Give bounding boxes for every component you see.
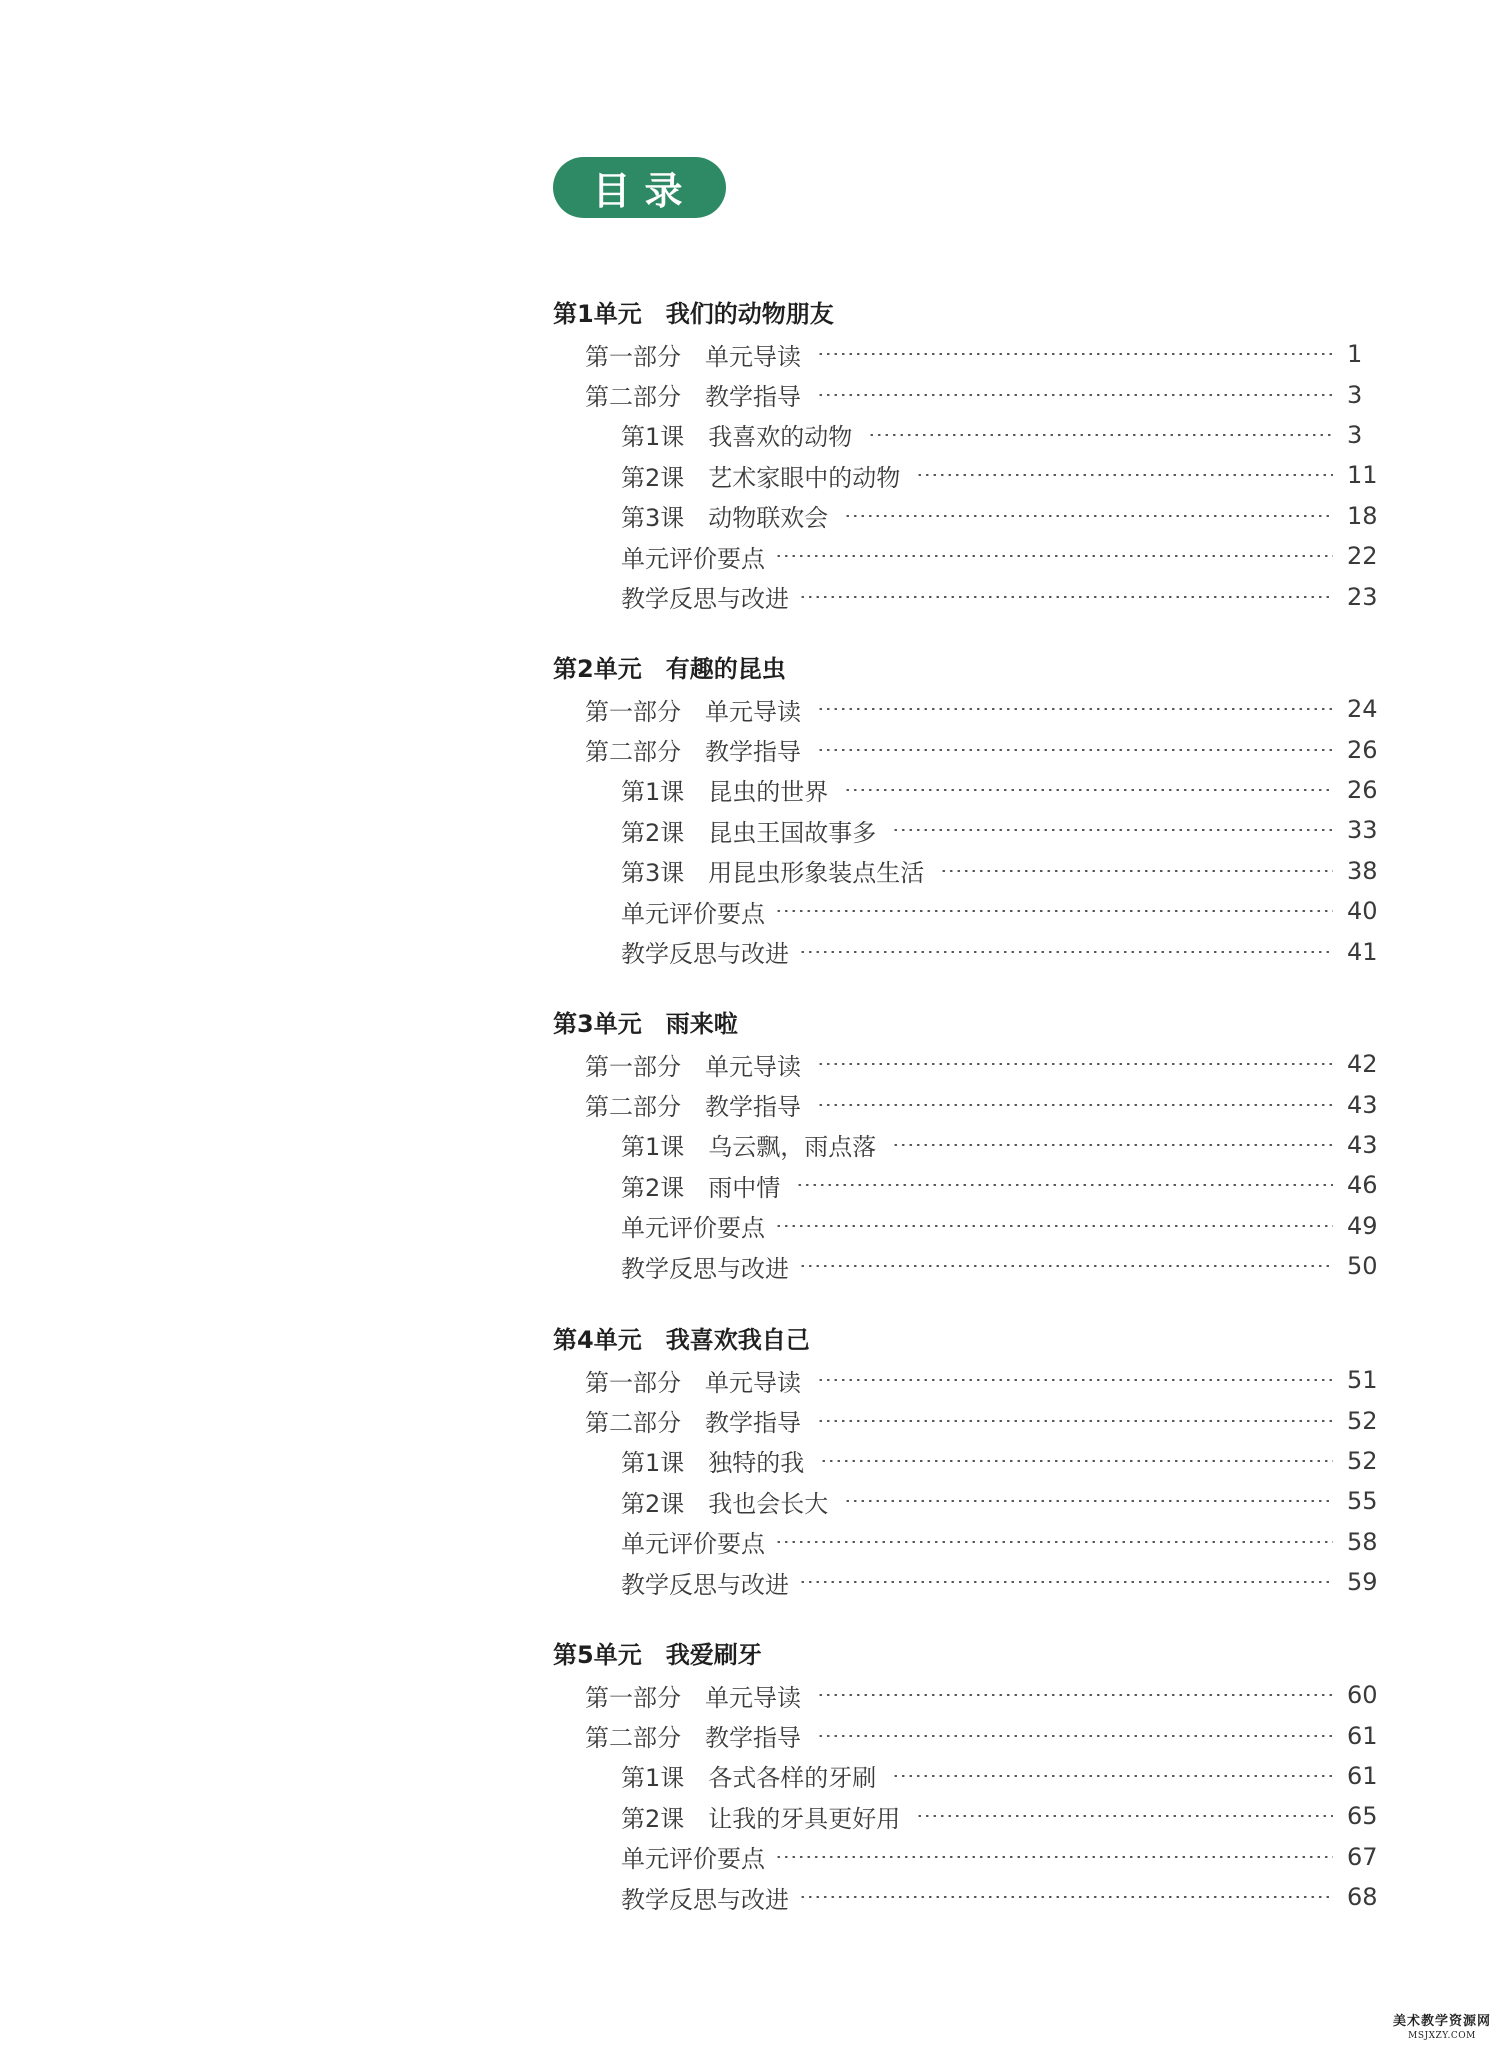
dot-leader: [817, 708, 1333, 710]
unit-name: 有趣的昆虫: [665, 655, 786, 683]
toc-entry-page: 59: [1347, 1568, 1378, 1597]
toc-entry[interactable]: [553, 1246, 1383, 1286]
unit-number: 第1单元: [553, 300, 642, 328]
toc-entry-label: 第1课 各式各样的牙刷: [621, 1764, 877, 1793]
toc-entry-label: 第一部分 单元导读: [585, 697, 801, 726]
toc-entry-label: 第一部分 单元导读: [585, 1683, 801, 1712]
dot-leader: [817, 353, 1333, 355]
toc-entry[interactable]: [553, 891, 1383, 931]
toc-entry-page: 33: [1347, 816, 1378, 845]
dot-leader: [916, 1815, 1333, 1817]
dot-leader: [799, 1265, 1333, 1267]
toc-entry-page: 24: [1347, 695, 1378, 724]
toc-entry[interactable]: [553, 1756, 1383, 1796]
toc-entry[interactable]: [553, 810, 1383, 850]
toc-entry[interactable]: [553, 770, 1383, 810]
toc-entry-page: 68: [1347, 1883, 1378, 1912]
toc-entry-label: 第1课 独特的我: [621, 1449, 805, 1478]
dot-leader: [799, 951, 1333, 953]
unit-3: [553, 1004, 1383, 1286]
watermark-name: 美术教学资源网: [1392, 2014, 1491, 2029]
unit-4: [553, 1320, 1383, 1602]
toc-entry-label: 第2课 让我的牙具更好用: [621, 1804, 901, 1833]
toc-entry[interactable]: [553, 576, 1383, 616]
toc-entry-page: 43: [1347, 1090, 1378, 1119]
toc-entry-label: 单元评价要点: [621, 899, 765, 928]
toc-entry[interactable]: [553, 1360, 1383, 1400]
toc-entry-label: 教学反思与改进: [621, 940, 789, 969]
toc-entry-page: 43: [1347, 1130, 1378, 1159]
page-title: 目录: [592, 169, 697, 213]
toc-entry[interactable]: [553, 851, 1383, 891]
dot-leader: [817, 394, 1333, 396]
toc-entry[interactable]: [553, 1206, 1383, 1246]
toc-entry-page: 67: [1347, 1842, 1378, 1871]
unit-heading: [553, 1320, 1383, 1360]
toc-entry[interactable]: [553, 1400, 1383, 1440]
toc-entry[interactable]: [553, 729, 1383, 769]
dot-leader: [940, 870, 1333, 872]
toc-entry-label: 第2课 昆虫王国故事多: [621, 818, 877, 847]
toc-entry-page: 51: [1347, 1366, 1378, 1395]
dot-leader: [775, 1225, 1333, 1227]
site-watermark: [1388, 2015, 1496, 2047]
toc-entry-page: 18: [1347, 501, 1378, 530]
unit-number: 第2单元: [553, 655, 642, 683]
toc-entry-page: 61: [1347, 1761, 1378, 1790]
toc-entry[interactable]: [553, 334, 1383, 374]
toc-entry-label: 第二部分 教学指导: [585, 1724, 801, 1753]
toc-entry-label: 第1课 昆虫的世界: [621, 778, 829, 807]
toc-entry-label: 第1课 乌云飘，雨点落: [621, 1133, 877, 1162]
toc-entry-label: 第一部分 单元导读: [585, 1368, 801, 1397]
unit-number: 第4单元: [553, 1326, 642, 1354]
toc-entry-label: 第二部分 教学指导: [585, 383, 801, 412]
toc-entry-label: 单元评价要点: [621, 544, 765, 573]
toc-entry[interactable]: [553, 1125, 1383, 1165]
toc-entry[interactable]: [553, 374, 1383, 414]
toc-entry-label: 第一部分 单元导读: [585, 1052, 801, 1081]
dot-leader: [817, 1694, 1333, 1696]
unit-heading: [553, 1635, 1383, 1675]
dot-leader: [775, 1856, 1333, 1858]
toc-entry-page: 49: [1347, 1211, 1378, 1240]
toc-entry[interactable]: [553, 1877, 1383, 1917]
unit-heading: [553, 649, 1383, 689]
toc-entry[interactable]: [553, 536, 1383, 576]
toc-entry-page: 52: [1347, 1406, 1378, 1435]
unit-number: 第5单元: [553, 1641, 642, 1669]
dot-leader: [775, 555, 1333, 557]
toc-entry-page: 3: [1347, 420, 1363, 449]
toc-entry-label: 第二部分 教学指导: [585, 738, 801, 767]
dot-leader: [868, 434, 1333, 436]
toc-entry-page: 1: [1347, 340, 1363, 369]
dot-leader: [817, 1063, 1333, 1065]
dot-leader: [775, 910, 1333, 912]
toc-entry[interactable]: [553, 1715, 1383, 1755]
unit-number: 第3单元: [553, 1010, 642, 1038]
toc-entry-label: 教学反思与改进: [621, 585, 789, 614]
dot-leader: [892, 1144, 1333, 1146]
toc-entry-page: 61: [1347, 1721, 1378, 1750]
dot-leader: [817, 1420, 1333, 1422]
toc-entry-label: 教学反思与改进: [621, 1254, 789, 1283]
toc-entry-label: 第2课 我也会长大: [621, 1489, 829, 1518]
unit-name: 我们的动物朋友: [665, 300, 834, 328]
dot-leader: [844, 1500, 1333, 1502]
dot-leader: [844, 515, 1333, 517]
toc-entry-page: 22: [1347, 542, 1378, 571]
toc-entry-label: 第2课 雨中情: [621, 1173, 781, 1202]
toc-entry[interactable]: [553, 931, 1383, 971]
unit-name: 我爱刷牙: [665, 1641, 762, 1669]
dot-leader: [799, 596, 1333, 598]
toc-entry-label: 第1课 我喜欢的动物: [621, 423, 853, 452]
toc-entry-label: 第3课 动物联欢会: [621, 504, 829, 533]
toc-entry[interactable]: [553, 1481, 1383, 1521]
toc-entry-label: 单元评价要点: [621, 1214, 765, 1243]
watermark-url: MSJXZY.COM: [1408, 2031, 1476, 2041]
toc-entry-label: 第二部分 教学指导: [585, 1409, 801, 1438]
toc-entry-page: 26: [1347, 775, 1378, 804]
toc-entry[interactable]: [553, 1796, 1383, 1836]
toc-entry[interactable]: [553, 1084, 1383, 1124]
dot-leader: [892, 1775, 1333, 1777]
toc-entry-label: 第二部分 教学指导: [585, 1093, 801, 1122]
dot-leader: [817, 749, 1333, 751]
dot-leader: [817, 1379, 1333, 1381]
toc-entry-page: 26: [1347, 735, 1378, 764]
toc-entry-page: 42: [1347, 1050, 1378, 1079]
toc-entry[interactable]: [553, 415, 1383, 455]
toc-entry[interactable]: [553, 1522, 1383, 1562]
unit-name: 雨来啦: [665, 1010, 738, 1038]
toc-entry-page: 40: [1347, 897, 1378, 926]
toc-entry-page: 23: [1347, 582, 1378, 611]
toc-entry-page: 50: [1347, 1252, 1378, 1281]
unit-2: [553, 649, 1383, 972]
toc-entry-label: 第3课 用昆虫形象装点生活: [621, 859, 925, 888]
toc-entry[interactable]: [553, 1165, 1383, 1205]
toc-entry-label: 单元评价要点: [621, 1530, 765, 1559]
toc-title-badge: [553, 157, 726, 218]
unit-5: [553, 1635, 1383, 1917]
toc-entry-page: 58: [1347, 1527, 1378, 1556]
toc-entry-label: 第一部分 单元导读: [585, 342, 801, 371]
toc-entry-label: 教学反思与改进: [621, 1570, 789, 1599]
dot-leader: [817, 1104, 1333, 1106]
unit-name: 我喜欢我自己: [665, 1326, 810, 1354]
toc-entry-page: 55: [1347, 1487, 1378, 1516]
toc-entry-label: 单元评价要点: [621, 1845, 765, 1874]
toc-entry-page: 38: [1347, 856, 1378, 885]
toc-entry[interactable]: [553, 1562, 1383, 1602]
toc-entry-page: 11: [1347, 461, 1378, 490]
dot-leader: [892, 829, 1333, 831]
toc-entry-page: 65: [1347, 1802, 1378, 1831]
unit-1: [553, 294, 1383, 617]
dot-leader: [799, 1896, 1333, 1898]
toc-entry-label: 教学反思与改进: [621, 1885, 789, 1914]
toc-entry-page: 3: [1347, 380, 1363, 409]
dot-leader: [799, 1581, 1333, 1583]
dot-leader: [820, 1460, 1333, 1462]
toc-entry[interactable]: [553, 689, 1383, 729]
toc-entry[interactable]: [553, 1675, 1383, 1715]
dot-leader: [775, 1541, 1333, 1543]
toc-entry[interactable]: [553, 1441, 1383, 1481]
toc-entry[interactable]: [553, 496, 1383, 536]
toc-entry[interactable]: [553, 1044, 1383, 1084]
dot-leader: [817, 1735, 1333, 1737]
dot-leader: [916, 474, 1333, 476]
toc-entry-page: 46: [1347, 1171, 1378, 1200]
dot-leader: [844, 789, 1333, 791]
toc-entry[interactable]: [553, 455, 1383, 495]
unit-heading: [553, 294, 1383, 334]
toc-entry-page: 52: [1347, 1446, 1378, 1475]
toc-entry[interactable]: [553, 1837, 1383, 1877]
unit-heading: [553, 1004, 1383, 1044]
toc-entry-page: 41: [1347, 937, 1378, 966]
toc-entry-page: 60: [1347, 1681, 1378, 1710]
dot-leader: [796, 1184, 1333, 1186]
toc-entry-label: 第2课 艺术家眼中的动物: [621, 463, 901, 492]
